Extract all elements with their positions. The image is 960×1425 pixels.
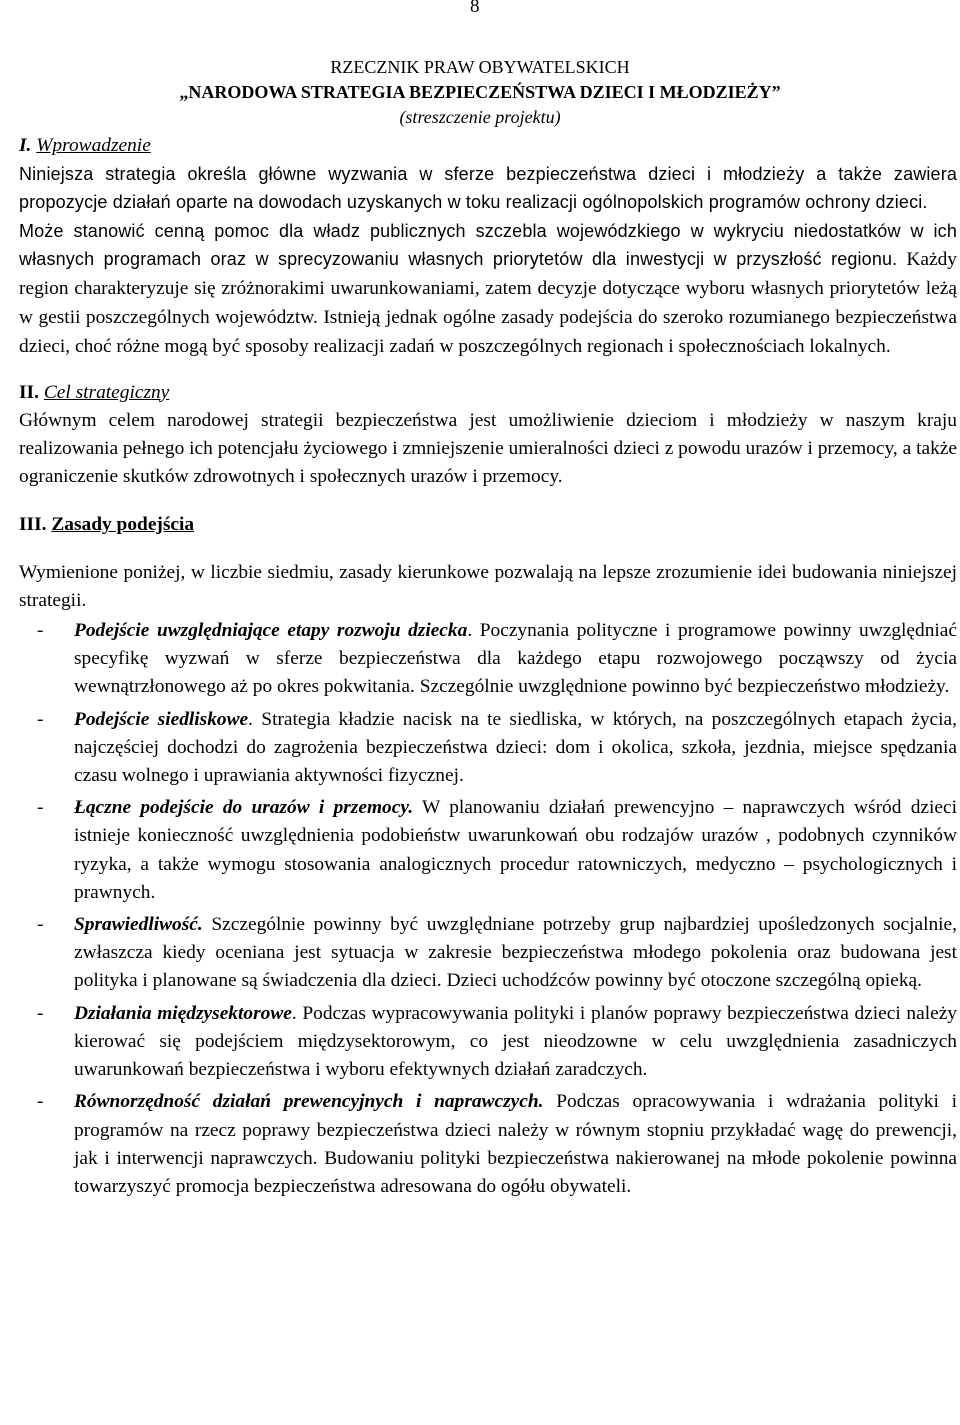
principle-text: . Strategia kładzie nacisk na te siedliska, w których, na poszczególnych etapach życia, najczęściej dochodzi do zagrożenia bezpieczeństwa dzieci: dom i okolica, szkoła, jezdnia, miejsce spędzania czasu wolnego i uprawiania aktywności fizycznej. xyxy=(74,708,957,787)
intro-paragraph-1: Niniejsza strategia określa główne wyzwania w sferze bezpieczeństwa dzieci i młodzieży a także zawiera propozycje działań oparte na dowodach uzyskanych w toku realizacji ogólnopolskich programów ochrony dzieci. xyxy=(19,164,957,213)
document-body xyxy=(19,132,957,1205)
list-item xyxy=(19,911,957,996)
principle-text: . Podczas wypracowywania polityki i planów poprawy bezpieczeństwa dzieci należy kierować się podejściem międzysektorowym, co jest nieodzowne w celu uwzględnienia zasadniczych uwarunkowań bezpieczeństwa i wyboru efektywnych działań zaradczych. xyxy=(74,1002,957,1081)
intro-paragraph-2 xyxy=(19,217,957,362)
list-item xyxy=(19,617,957,702)
section-number: I. xyxy=(19,135,32,156)
principle-text: Podczas opracowywania i wdrażania polityki i programów na rzecz poprawy bezpieczeństwa dzieci należy w równym stopniu przykładać wagę do prewencji, jak i interwencji naprawczych. Budowaniu polityki bezpieczeństwa nakierowanej na młode pokolenie powinna towarzyszyć promocja bezpieczeństwa adresowana do ogółu obywateli. xyxy=(74,1091,957,1197)
principle-lead: Łączne podejście do urazów i przemocy. xyxy=(74,797,414,819)
list-dash: - xyxy=(37,1002,44,1024)
section-title: Zasady podejścia xyxy=(51,514,195,536)
principle-text: W planowaniu działań prewencyjno – naprawczych wśród dzieci istnieje konieczność uwzględnienia podobieństw uwarunkowań obu rodzajów urazów , podobnych czynników ryzyka, a także wymogu stosowania analogicznych procedur ratowniczych, medyczno – psychologicznych i prawnych. xyxy=(74,797,957,903)
section-strategic-goal xyxy=(19,379,957,492)
section-introduction xyxy=(19,132,957,362)
page-number: 8 xyxy=(470,0,480,17)
header-organization: RZECZNIK PRAW OBYWATELSKICH xyxy=(330,57,630,77)
intro-paragraph-2-sans: Może stanowić cenną pomoc dla władz publicznych szczebla wojewódzkiego w wykryciu niedostatków w ich własnych programach oraz w sprecyzowaniu własnych priorytetów dla inwestycji w przyszłość regionu. xyxy=(19,220,957,269)
principle-lead: Działania międzysektorowe xyxy=(74,1002,292,1024)
list-dash: - xyxy=(37,914,44,936)
section-number: III. xyxy=(19,514,47,536)
list-item xyxy=(19,794,957,907)
principle-text: . Poczynania polityczne i programowe powinny uwzględniać specyfikę wyzwań w sferze bezpieczeństwa dla każdego etapu rozwojowego począwszy od życia wewnątrzłonowego aż po okres pokwitania. Szczególnie uwzględnione powinno być bezpieczeństwo młodzieży. xyxy=(74,620,958,698)
section-number: II. xyxy=(19,381,39,403)
section-heading-goal xyxy=(19,379,957,407)
intro-paragraph-2-serif: Każdy region charakteryzuje się zróżnorakimi uwarunkowaniami, zatem decyzje dotyczące wyboru własnych priorytetów leżą w gestii poszczególnych województw. Istnieją jednak ogólne zasady podejścia do szeroko rozumianego bezpieczeństwa dzieci, choć różne mogą być sposoby realizacji zadań w poszczególnych regionach i społecznościach lokalnych. xyxy=(19,248,957,358)
list-item xyxy=(19,1000,957,1085)
principles-intro: Wymienione poniżej, w liczbie siedmiu, zasady kierunkowe pozwalają na lepsze zrozumienie idei budowania niniejszej strategii. xyxy=(19,561,957,611)
list-dash: - xyxy=(37,708,44,730)
document-title: „NARODOWA STRATEGIA BEZPIECZEŃSTWA DZIECI I MŁODZIEŻY” xyxy=(179,82,781,102)
list-dash: - xyxy=(37,620,44,642)
principle-lead: Podejście uwzględniające etapy rozwoju dziecka xyxy=(74,620,468,642)
list-dash: - xyxy=(37,1091,44,1113)
goal-paragraph: Głównym celem narodowej strategii bezpieczeństwa jest umożliwienie dzieciom i młodzieży w naszym kraju realizowania pełnego ich potencjału życiowego i zmniejszenie umieralności dzieci z powodu urazów i przemocy, a także ograniczenie skutków zdrowotnych i społecznych urazów i przemocy. xyxy=(19,409,957,488)
principles-list xyxy=(19,617,957,1201)
principle-lead: Równorzędność działań prewencyjnych i naprawczych. xyxy=(74,1091,544,1113)
section-title: Cel strategiczny xyxy=(43,381,170,403)
principle-text: Szczególnie powinny być uwzględniane potrzeby grup najbardziej upośledzonych socjalnie, zwłaszcza kiedy oceniana jest sytuacja w zakresie bezpieczeństwa młodego pokolenia oraz budowana jest polityka i planowane są świadczenia dla dzieci. Dzieci uchodźców powinny być otoczone szczególną opieką. xyxy=(74,914,957,992)
list-item xyxy=(19,1088,957,1201)
list-item xyxy=(19,706,957,791)
document-subtitle: (streszczenie projektu) xyxy=(399,107,561,127)
principle-lead: Sprawiedliwość. xyxy=(74,914,203,936)
principle-lead: Podejście siedliskowe xyxy=(74,708,249,730)
section-heading-introduction xyxy=(19,132,957,160)
section-heading-principles xyxy=(19,511,957,539)
section-title: Wprowadzenie xyxy=(36,135,151,156)
section-principles xyxy=(19,511,957,1201)
list-dash: - xyxy=(37,797,44,819)
